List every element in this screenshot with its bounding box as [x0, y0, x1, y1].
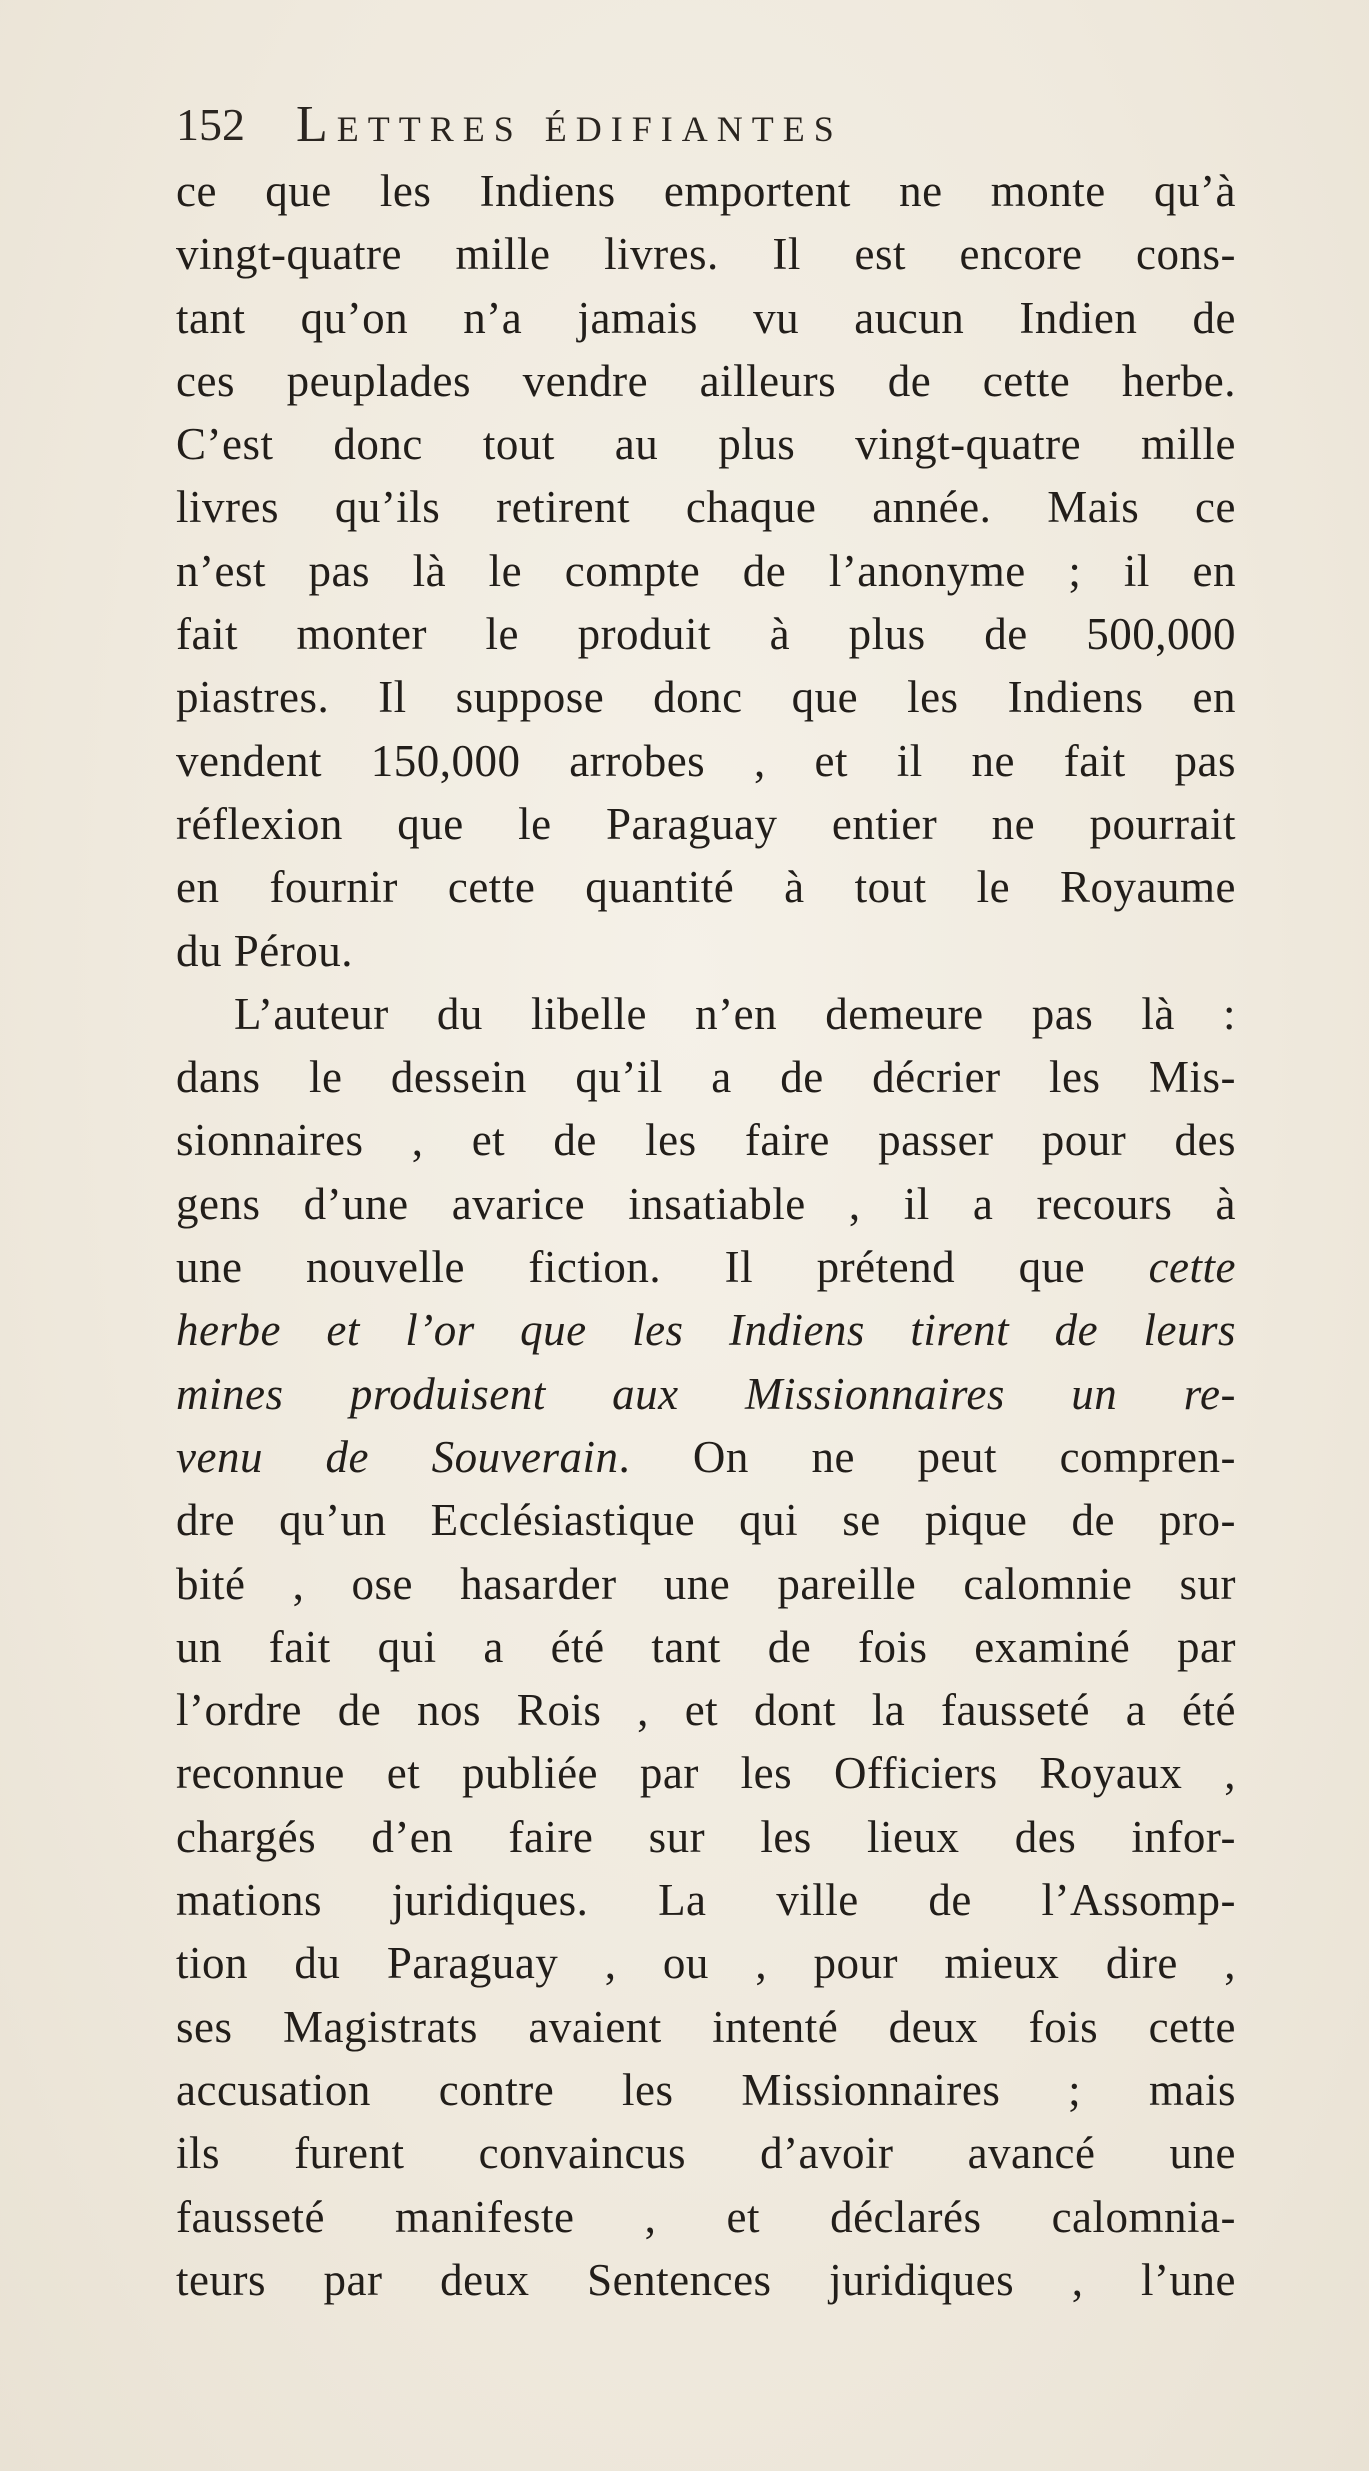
line-text: fait monter le produit à plus de 500,000 [176, 609, 1236, 660]
text-line [176, 1046, 1236, 1109]
line-text: gens d’une avarice insatiable , il a recours à [176, 1178, 1236, 1229]
line-text: chargés d’en faire sur les lieux des infor- [176, 1811, 1236, 1862]
text-line [176, 2059, 1236, 2122]
text-line [176, 1489, 1236, 1552]
page-header [176, 95, 1216, 155]
line-text: vendent 150,000 arrobes , et il ne fait pas [176, 735, 1236, 786]
text-line [176, 1363, 1236, 1426]
text-line [176, 1679, 1236, 1742]
line-text: tant qu’on n’a jamais vu aucun Indien de [176, 292, 1236, 343]
text-line [176, 413, 1236, 476]
text-line [176, 540, 1236, 603]
line-text: l’ordre de nos Rois , et dont la fausseté a été [176, 1685, 1236, 1736]
line-text: ce que les Indiens emportent ne monte qu’à [176, 166, 1236, 216]
text-line [176, 730, 1236, 793]
text-line [176, 920, 1236, 983]
line-text: reconnue et publiée par les Officiers Royaux , [176, 1748, 1236, 1799]
line-text: réflexion que le Paraguay entier ne pourrait [176, 798, 1236, 849]
line-text: un fait qui a été tant de fois examiné par [176, 1621, 1236, 1672]
line-text: du Pérou. [176, 925, 353, 976]
text-line [176, 476, 1236, 539]
text-line [176, 1109, 1236, 1172]
line-text: ils furent convaincus d’avoir avancé une [176, 2128, 1236, 2179]
italic-text: herbe et l’or que les Indiens tirent de leurs [176, 1305, 1236, 1356]
line-text: sionnaires , et de les faire passer pour des [176, 1115, 1236, 1166]
text-line [176, 160, 1236, 223]
text-line [176, 603, 1236, 666]
line-text: fausseté manifeste , et déclarés calomnia- [176, 2191, 1236, 2242]
line-text: L’auteur du libelle n’en demeure pas là : [234, 988, 1236, 1039]
text-line [176, 1299, 1236, 1362]
line-text: dre qu’un Ecclésiastique qui se pique de pro- [176, 1495, 1236, 1546]
line-text: . On ne peut compren- [618, 1431, 1236, 1482]
line-text: livres qu’ils retirent chaque année. Mais ce [176, 482, 1236, 533]
line-text: accusation contre les Missionnaires ; mais [176, 2064, 1236, 2115]
text-line [176, 1616, 1236, 1679]
text-line [176, 1869, 1236, 1932]
text-line [176, 1553, 1236, 1616]
running-title: Lettres édifiantes [296, 96, 843, 153]
page-number: 152 [176, 99, 245, 150]
line-text: ses Magistrats avaient intenté deux fois cette [176, 2001, 1236, 2052]
line-text: piastres. Il suppose donc que les Indiens en [176, 672, 1236, 723]
line-text: une nouvelle fiction. Il prétend que [176, 1242, 1149, 1293]
text-line [176, 793, 1236, 856]
text-line [176, 1806, 1236, 1869]
line-text: ces peuplades vendre ailleurs de cette herbe. [176, 355, 1236, 406]
italic-text: venu de Souverain [176, 1431, 619, 1482]
italic-text: cette [1148, 1242, 1236, 1293]
text-line [176, 223, 1236, 286]
text-line [176, 2249, 1236, 2312]
italic-text: mines produisent aux Missionnaires un re- [176, 1368, 1236, 1419]
text-line [176, 1996, 1236, 2059]
line-text: vingt-quatre mille livres. Il est encore cons- [176, 229, 1236, 280]
line-text: dans le dessein qu’il a de décrier les Mis- [176, 1052, 1236, 1103]
text-line [176, 666, 1236, 729]
text-line [176, 350, 1236, 413]
text-line [176, 2186, 1236, 2249]
body-text [176, 160, 1236, 2312]
text-line [176, 1236, 1236, 1299]
text-line [176, 856, 1236, 919]
text-line [176, 1932, 1236, 1995]
line-text: n’est pas là le compte de l’anonyme ; il en [176, 545, 1236, 596]
text-line [176, 2122, 1236, 2185]
line-text: C’est donc tout au plus vingt-quatre mille [176, 419, 1236, 470]
text-line [176, 1426, 1236, 1489]
text-line [176, 1173, 1236, 1236]
line-text: mations juridiques. La ville de l’Assomp- [176, 1875, 1236, 1926]
text-line [176, 287, 1236, 350]
line-text: en fournir cette quantité à tout le Royaume [176, 862, 1236, 913]
line-text: tion du Paraguay , ou , pour mieux dire , [176, 1938, 1236, 1989]
line-text: bité , ose hasarder une pareille calomnie sur [176, 1558, 1236, 1609]
text-line [176, 983, 1236, 1046]
line-text: teurs par deux Sentences juridiques , l’une [176, 2254, 1236, 2305]
text-line [176, 1742, 1236, 1805]
